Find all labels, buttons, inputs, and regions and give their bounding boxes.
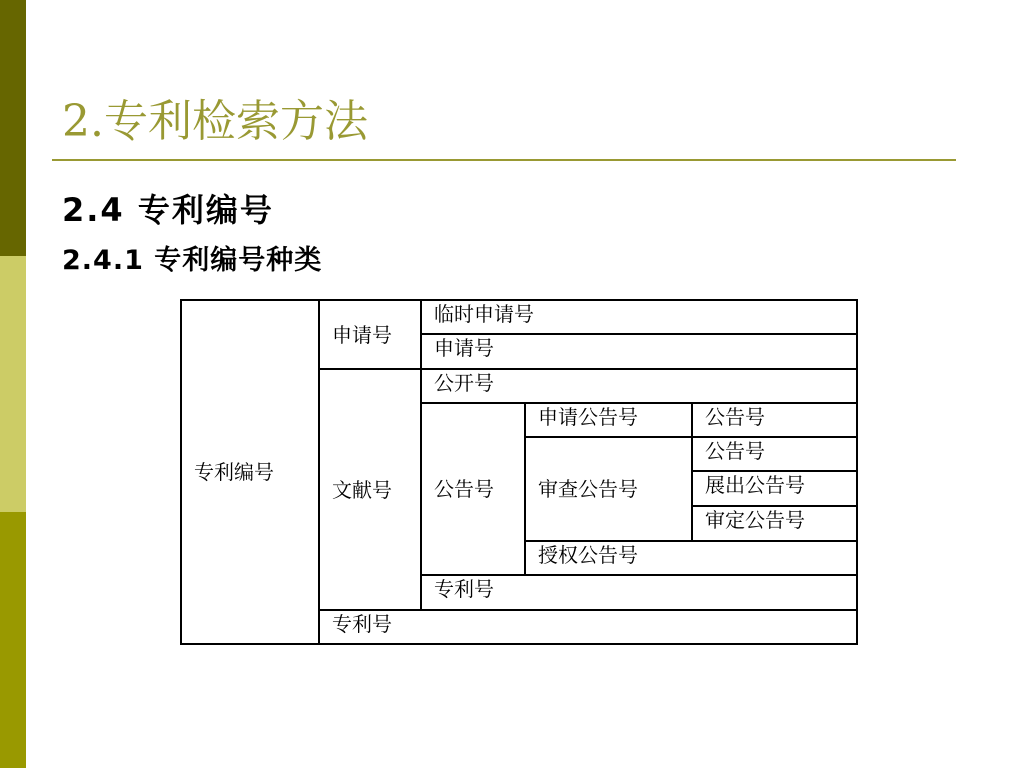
cell-root: 专利编号 — [180, 299, 320, 645]
side-bar-segment-dark — [0, 0, 26, 256]
cell-application-announcement-value: 公告号 — [691, 402, 858, 438]
cell-document-group: 文献号 — [318, 368, 422, 611]
cell-application-announcement: 申请公告号 — [524, 402, 693, 438]
cell-examination-announcement-value: 公告号 — [691, 436, 858, 472]
cell-examination-announcement: 审查公告号 — [524, 436, 693, 542]
cell-grant-announcement: 授权公告号 — [524, 540, 858, 576]
cell-exhibition-announcement: 展出公告号 — [691, 470, 858, 507]
side-bar-segment-light — [0, 256, 26, 512]
cell-application-group: 申请号 — [318, 299, 422, 370]
cell-patent-number: 专利号 — [318, 609, 858, 645]
slide-side-bar — [0, 0, 26, 768]
slide-title: 2.专利检索方法 — [62, 96, 368, 147]
cell-application-number: 申请号 — [420, 333, 858, 370]
cell-provisional-application: 临时申请号 — [420, 299, 858, 335]
subsection-heading: 2.4.1 专利编号种类 — [62, 245, 323, 276]
section-heading: 2.4 专利编号 — [62, 191, 274, 229]
cell-examined-announcement: 审定公告号 — [691, 505, 858, 542]
side-bar-segment-mid — [0, 512, 26, 768]
cell-announcement-group: 公告号 — [420, 402, 526, 576]
cell-document-patent-number: 专利号 — [420, 574, 858, 611]
cell-publication-number: 公开号 — [420, 368, 858, 404]
title-underline — [52, 159, 956, 161]
